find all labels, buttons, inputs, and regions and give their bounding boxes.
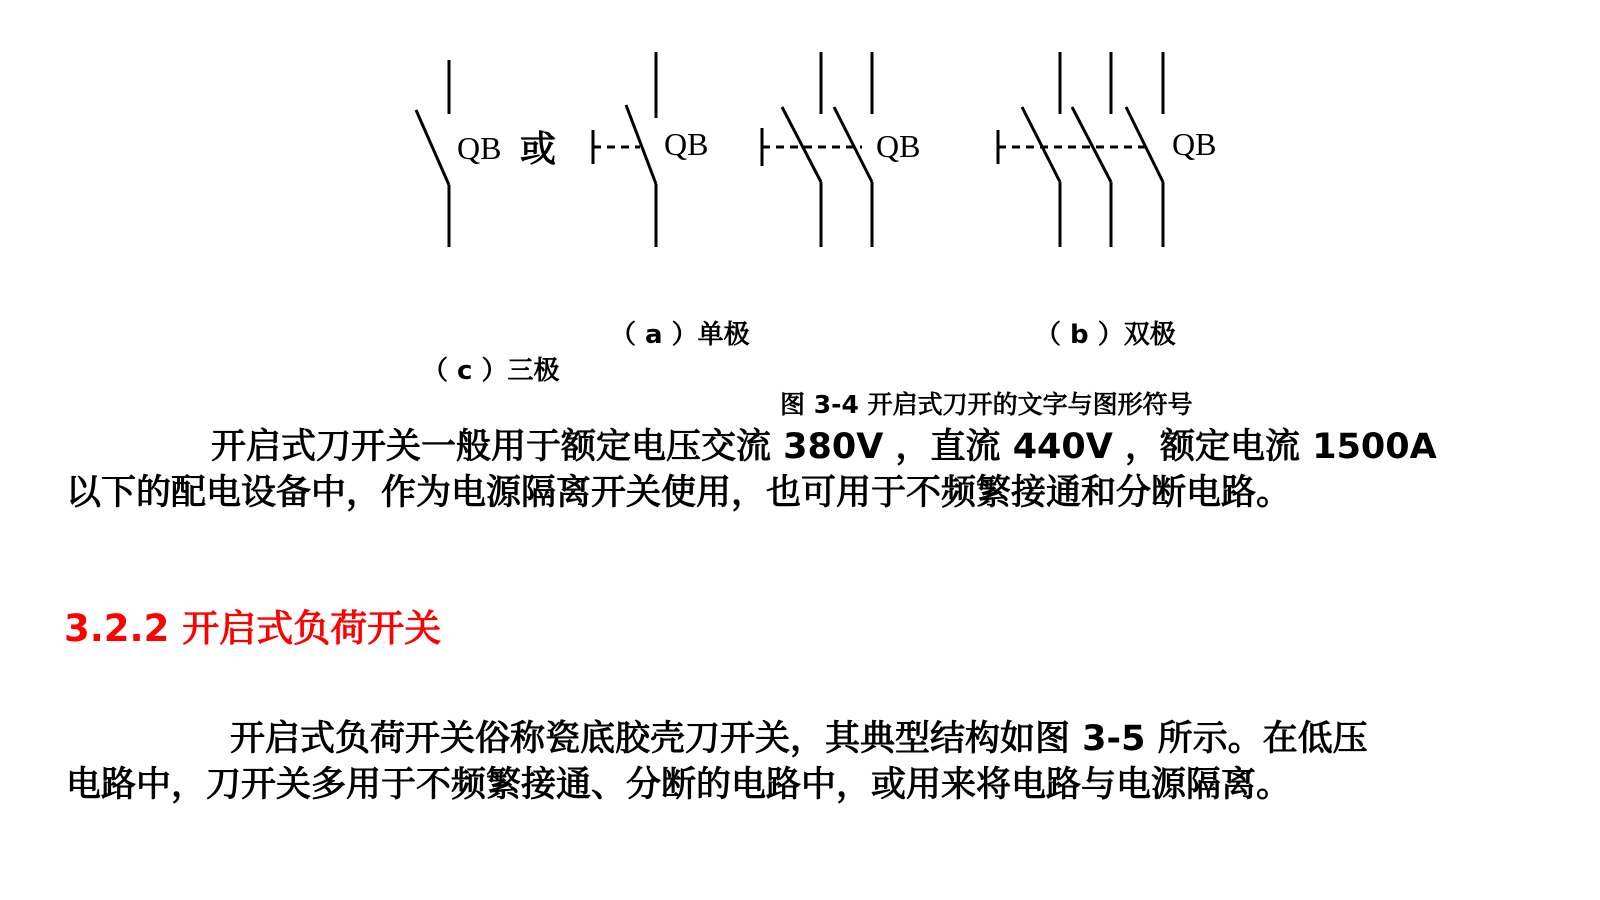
paragraph-line: 以下的配电设备中，作为电源隔离开关使用，也可用于不频繁接通和分断电路。 <box>66 473 1292 513</box>
paragraph-line: 开启式刀开关一般用于额定电压交流 380V ，直流 440V ，额定电流 1500A <box>211 427 1437 467</box>
qb-label: QB <box>876 128 921 164</box>
qb-label: QB <box>1172 126 1217 162</box>
qb-label: QB <box>457 130 502 166</box>
single-pole-switch-with-operator-symbol <box>593 52 656 247</box>
section-heading: 3.2.2 开启式负荷开关 <box>64 607 442 650</box>
single-pole-switch-symbol <box>416 60 449 247</box>
paragraph-line: 电路中，刀开关多用于不频繁接通、分断的电路中，或用来将电路与电源隔离。 <box>66 765 1292 805</box>
qb-label: QB <box>664 126 709 162</box>
caption-double-pole: （ b ）双极 <box>1035 320 1176 350</box>
caption-triple-pole: （ c ）三极 <box>422 356 560 386</box>
switch-symbols-diagram <box>0 0 1600 400</box>
paragraph-line: 开启式负荷开关俗称瓷底胶壳刀开关，其典型结构如图 3-5 所示。在低压 <box>230 719 1368 759</box>
caption-single-pole: （ a ）单极 <box>610 320 750 350</box>
or-label: 或 <box>520 129 557 170</box>
paragraph-knife-switch-usage <box>66 424 1546 516</box>
triple-pole-switch-symbol <box>998 52 1163 247</box>
figure-caption: 图 3-4 开启式刀开的文字与图形符号 <box>780 390 1193 419</box>
double-pole-switch-symbol <box>762 52 872 247</box>
paragraph-load-switch-description <box>66 716 1546 808</box>
